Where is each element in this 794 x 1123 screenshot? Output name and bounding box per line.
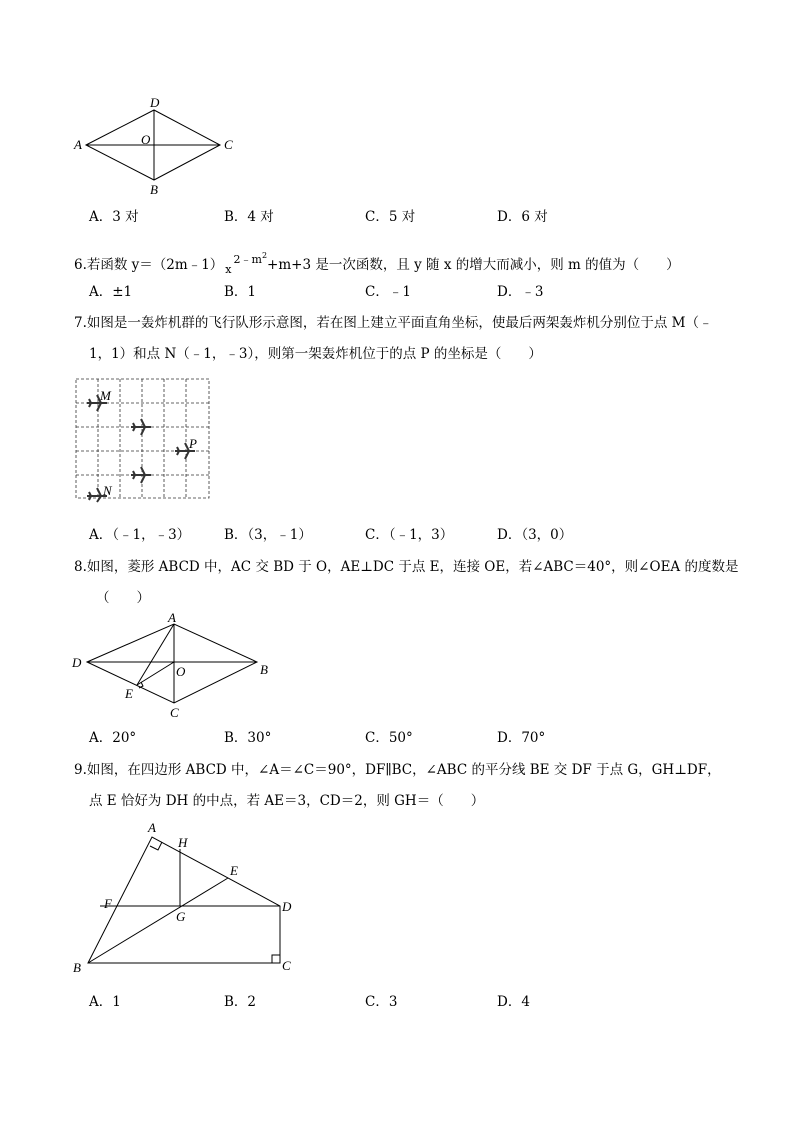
q9-quadrilateral-figure [70, 818, 310, 978]
q9-label-e: E [230, 863, 238, 878]
q7-option-c[interactable]: C．（﹣1，3） [365, 527, 454, 543]
q5-label-o: O [141, 132, 151, 147]
q8-label-c: C [170, 705, 179, 720]
q6-option-d[interactable]: D．﹣3 [497, 284, 544, 300]
q8-label-d: D [72, 655, 82, 670]
q6-option-c[interactable]: C．﹣1 [365, 284, 411, 300]
q9-label-f: F [104, 896, 112, 911]
q9-stem-line2: 点 E 恰好为 DH 的中点，若 AE＝3，CD＝2，则 GH＝（ ） [89, 793, 485, 809]
q9-label-b: B [73, 960, 81, 975]
q9-option-d[interactable]: D．4 [497, 994, 530, 1010]
q8-stem-line1: 8.如图，菱形 ABCD 中，AC 交 BD 于 O，AE⊥DC 于点 E，连接 OE，若∠ABC＝40°，则∠OEA 的度数是 [74, 559, 739, 575]
q5-label-d: D [150, 95, 160, 110]
q9-option-b[interactable]: B．2 [224, 994, 257, 1010]
q7-option-b[interactable]: B．（3，﹣1） [224, 527, 312, 543]
q7-label-p: P [189, 436, 197, 451]
q9-label-d: D [282, 899, 292, 914]
q6-text-after: +m+3 是一次函数，且 y 随 x 的增大而减小，则 m 的值为（ ） [267, 257, 680, 273]
q7-option-d[interactable]: D．（3，0） [497, 527, 573, 543]
q5-option-a[interactable]: A．3 对 [89, 209, 139, 225]
plane-icon [131, 467, 151, 483]
q9-label-a: A [148, 820, 156, 835]
q6-option-a[interactable]: A．±1 [89, 284, 133, 300]
q9-label-h: H [178, 835, 188, 850]
q5-option-b[interactable]: B．4 对 [224, 209, 274, 225]
q6-text-pre: 6.若函数 y＝（2m﹣1） [74, 257, 224, 273]
q8-option-a[interactable]: A．20° [89, 730, 137, 746]
q9-label-c: C [282, 958, 291, 973]
q5-label-c: C [224, 137, 233, 152]
q9-stem-line1: 9.如图，在四边形 ABCD 中，∠A＝∠C＝90°，DF∥BC，∠ABC 的平分线 BE 交 DF 于点 G，GH⊥DF， [74, 762, 721, 778]
q8-label-a: A [168, 610, 176, 625]
q7-stem-line2: 1，1）和点 N（﹣1，﹣3），则第一架轰炸机位于的点 P 的坐标是（ ） [89, 346, 542, 362]
q6-stem [74, 246, 680, 280]
q7-label-m: M [100, 388, 111, 403]
q6-exponent: 2﹣m2 [233, 251, 268, 266]
q8-stem-line2: （ ） [96, 590, 150, 606]
q8-option-c[interactable]: C．50° [365, 730, 413, 746]
q9-option-a[interactable]: A．1 [89, 994, 121, 1010]
q8-label-o: O [176, 664, 186, 679]
q5-label-a: A [74, 137, 82, 152]
q5-label-b: B [150, 182, 158, 197]
q6-option-b[interactable]: B．1 [224, 284, 257, 300]
q6-base: x [225, 263, 232, 276]
q5-option-c[interactable]: C．5 对 [365, 209, 416, 225]
q5-rhombus-figure [70, 95, 240, 200]
q8-option-d[interactable]: D．70° [497, 730, 546, 746]
q7-stem-line1: 7.如图是一轰炸机群的飞行队形示意图，若在图上建立平面直角坐标，使最后两架轰炸机分别位于点 M（﹣ [74, 315, 713, 331]
q8-rhombus-figure [70, 610, 280, 722]
q9-option-c[interactable]: C．3 [365, 994, 398, 1010]
q7-grid-figure [75, 378, 215, 502]
q7-label-n: N [103, 483, 112, 498]
q8-label-b: B [260, 662, 268, 677]
q7-option-a[interactable]: A．（﹣1，﹣3） [89, 527, 191, 543]
q8-option-b[interactable]: B．30° [224, 730, 272, 746]
q5-option-d[interactable]: D．6 对 [497, 209, 548, 225]
q8-label-e: E [125, 686, 133, 701]
plane-icon [131, 419, 151, 435]
q9-label-g: G [176, 909, 186, 924]
